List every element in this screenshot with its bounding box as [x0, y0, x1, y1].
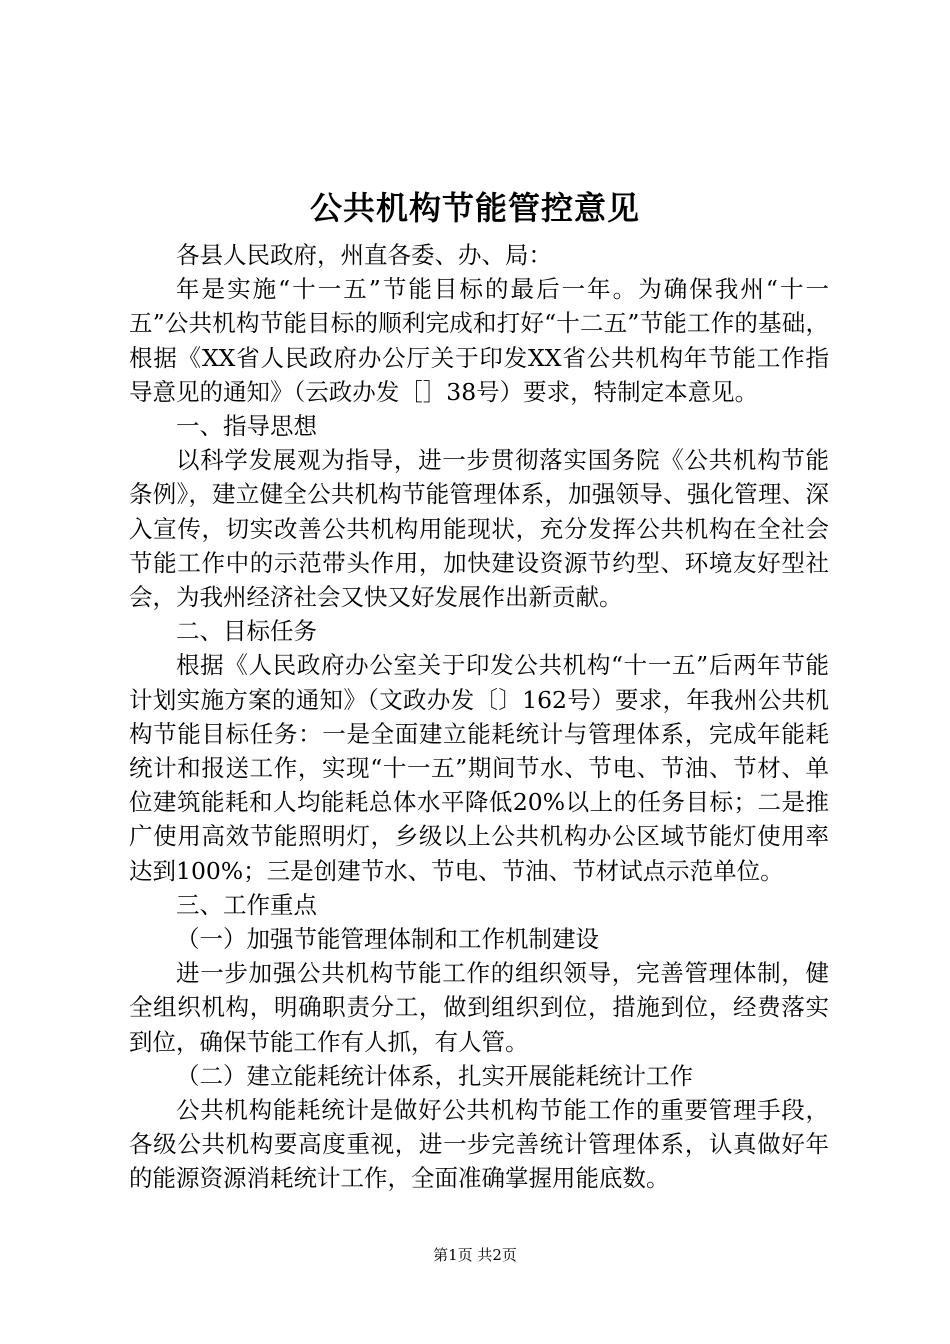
guiding-ideology-paragraph: 以科学发展观为指导，进一步贯彻落实国务院《公共机构节能条例》，建立健全公共机构节能管理体系，加强领导、强化管理、深入宣传，切实改善公共机构用能现状，充分发挥公共机构在全社会节能工作中的示范带头作用，加快建设资源节约型、环境友好型社会，为我州经济社会又快又好发展作出新贡献。	[129, 446, 829, 612]
section-heading-key-work: 三、工作重点	[176, 890, 317, 919]
section-heading-guiding-ideology: 一、指导思想	[176, 412, 317, 441]
salutation: 各县人民政府，州直各委、办、局：	[176, 241, 552, 269]
page-footer: 第1页 共2页	[433, 1246, 517, 1264]
document-body	[129, 238, 829, 1196]
intro-paragraph: 年是实施“十一五”节能目标的最后一年。为确保我州“十一五”公共机构节能目标的顺利完成和打好“十二五”节能工作的基础，根据《XX省人民政府办公厅关于印发XX省公共机构年节能工作指导意见的通知》（云政办发［］38号）要求，特制定本意见。	[129, 275, 829, 406]
section-heading-targets: 二、目标任务	[176, 617, 317, 646]
targets-paragraph: 根据《人民政府办公室关于印发公共机构“十一五”后两年节能计划实施方案的通知》（文政办发〔〕162号）要求，年我州公共机构节能目标任务：一是全面建立能耗统计与管理体系，完成年能耗统计和报送工作，实现“十一五”期间节水、节电、节油、节材、单位建筑能耗和人均能耗总体水平降低20%以上的任务目标；二是推广使用高效节能照明灯，乡级以上公共机构办公区域节能灯使用率达到100%；三是创建节水、节电、节油、节材试点示范单位。	[129, 651, 829, 885]
subsection-heading-management: （一）加强节能管理体制和工作机制建设	[176, 925, 599, 954]
statistics-paragraph: 公共机构能耗统计是做好公共机构节能工作的重要管理手段，各级公共机构要高度重视，进一步完善统计管理体系，认真做好年的能源资源消耗统计工作，全面准确掌握用能底数。	[129, 1096, 829, 1193]
management-paragraph: 进一步加强公共机构节能工作的组织领导，完善管理体制，健全组织机构，明确职责分工，做到组织到位，措施到位，经费落实到位，确保节能工作有人抓，有人管。	[129, 959, 829, 1056]
document-title: 公共机构节能管控意见	[309, 189, 640, 227]
subsection-heading-statistics: （二）建立能耗统计体系，扎实开展能耗统计工作	[176, 1061, 693, 1090]
